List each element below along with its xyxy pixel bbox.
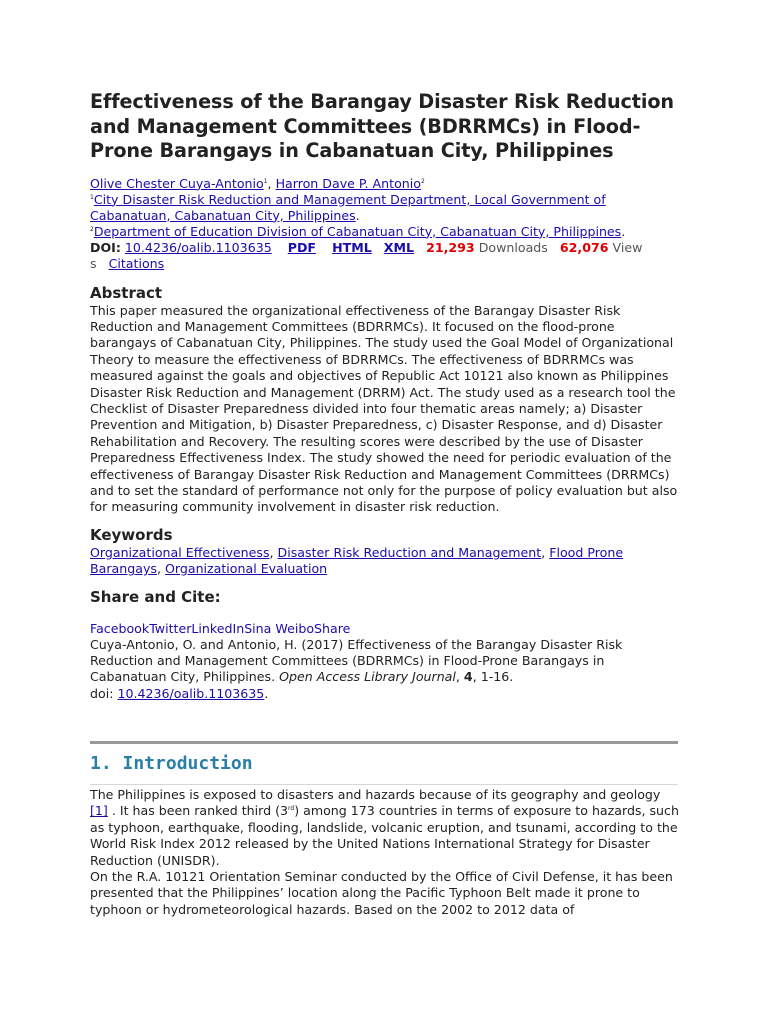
section-divider	[90, 741, 678, 744]
reference-link[interactable]: [1]	[90, 803, 108, 819]
xml-link[interactable]: XML	[383, 239, 415, 255]
doi-link[interactable]: 10.4236/oalib.1103635	[124, 239, 272, 255]
doi-label: DOI:	[90, 239, 121, 255]
pdf-link[interactable]: PDF	[287, 239, 317, 255]
twitter-share-link[interactable]: Twitter	[149, 620, 192, 636]
affiliation-1: $^1$City Disaster Risk Reduction and Management Department, Local Government of Cabanatuan, Cabanatuan City, Philippines.	[90, 191, 606, 223]
introduction-heading: 1. Introduction	[90, 753, 253, 774]
citation-doi-link[interactable]: 10.4236/oalib.1103635	[117, 685, 265, 701]
html-link[interactable]: HTML	[332, 239, 372, 255]
citation-journal: Open Access Library Journal	[279, 669, 456, 685]
author-link[interactable]: Harron Dave P. Antonio	[275, 175, 421, 191]
introduction-body	[90, 787, 680, 918]
author-sup: 2	[420, 177, 425, 185]
keywords-heading: Keywords	[90, 525, 173, 544]
linkedin-share-link[interactable]: LinkedIn	[191, 620, 245, 636]
citation-volume: 4	[463, 669, 473, 685]
downloads-label: Downloads	[478, 239, 548, 255]
keyword-link[interactable]: Flood Prone Barangays	[90, 544, 624, 577]
citation-text: Cuya-Antonio, O. and Antonio, H. (2017) Effectiveness of the Barangay Disaster Risk Reduction and Management Committees (BDRRMCs) in Flood-Prone Barangays in Cabanatuan City, Philippines.	[90, 636, 623, 685]
introduction-paragraph	[90, 787, 680, 869]
intro-text-segment: . It has been ranked third (3	[107, 803, 289, 819]
article	[90, 90, 680, 702]
citation-pages: , 1-16.	[472, 669, 514, 685]
share-links	[90, 621, 680, 637]
views-label: View	[612, 239, 643, 255]
views-count: 62,076	[559, 239, 609, 255]
intro-text-segment: The Philippines is exposed to disasters and hazards because of its geography and geology	[90, 787, 661, 802]
abstract-text: This paper measured the organizational effectiveness of the Barangay Disaster Risk Reduction and Management Committees (BDRRMCs). It focused on the flood-prone barangays of Cabanatuan City, Philippines. The study used the Goal Model of Organizational Theory to measure the effectiveness of BDRRMCs. The effectiveness of BDRRMCs was measured against the goals and objectives of Republic Act 10121 also known as Philippines Disaster Risk Reduction and Management (DRRM) Act. The study used as a research tool the Checklist of Disaster Preparedness divided into four thematic areas namely; a) Disaster Prevention and Mitigation, b) Disaster Preparedness, c) Disaster Response, and d) Disaster Rehabilitation and Recovery. The resulting scores were described by the use of Disaster Preparedness Effectiveness Index. The study showed the need for periodic evaluation of the effectiveness of Barangay Disaster Risk Reduction and Management Committees (DRRMCs) and to set the standard of performance not only for the purpose of policy evaluation but also for measuring community involvement in disaster risk reduction.	[90, 302, 678, 515]
facebook-share-link[interactable]: Facebook	[90, 620, 150, 636]
keyword-link[interactable]: Organizational Effectiveness	[90, 544, 270, 560]
weibo-share-link[interactable]: Sina Weibo	[244, 620, 315, 636]
heading-underline	[90, 784, 678, 785]
article-meta	[90, 240, 680, 273]
affiliation-link[interactable]: Department of Education Division of Cabanatuan City, Cabanatuan City, Philippines	[93, 223, 622, 239]
author-list: Olive Chester Cuya-Antonio$^1$, Harron Dave P. Antonio$^2$	[90, 175, 425, 191]
keywords-list: Organizational Effectiveness, Disaster Risk Reduction and Management, Flood Prone Barangays, Organizational Evaluation	[90, 544, 624, 577]
author-sup: 1	[263, 177, 268, 185]
intro-text-segment: ) among 173 countries in terms of exposure to hazards, such as typhoon, earthquake, flooding, landslide, volcanic eruption, and tsunami, according to the World Risk Index 2012 released by the United Nations International Strategy for Disaster Reduction (UNISDR).	[90, 803, 679, 868]
affiliation-sup: 2	[90, 225, 94, 233]
downloads-count: 21,293	[426, 239, 475, 255]
article-title: Effectiveness of the Barangay Disaster Risk Reduction and Management Committees (BDRRMCs) in Flood-Prone Barangays in Cabanatuan City, Philippines	[90, 90, 674, 162]
share-heading: Share and Cite:	[90, 587, 221, 606]
ordinal-sup: rd	[288, 805, 295, 813]
views-label-tail: s	[90, 256, 97, 271]
share-link[interactable]: Share	[314, 620, 351, 636]
introduction-paragraph: On the R.A. 10121 Orientation Seminar conducted by the Office of Civil Defense, it has been presented that the Philippines’ location along the Pacific Typhoon Belt made it prone to typhoon or hydrometeorological hazards. Based on the 2002 to 2012 data of	[90, 869, 673, 917]
affiliation-link[interactable]: City Disaster Risk Reduction and Management Department, Local Government of Cabanatuan, Cabanatuan City, Philippines	[90, 191, 606, 223]
keyword-link[interactable]: Disaster Risk Reduction and Management	[277, 544, 542, 560]
citations-link[interactable]: Citations	[108, 256, 165, 271]
author-link[interactable]: Olive Chester Cuya-Antonio	[90, 175, 264, 191]
affiliation-sup: 1	[90, 193, 94, 201]
keyword-link[interactable]: Organizational Evaluation	[164, 561, 328, 577]
abstract-heading: Abstract	[90, 283, 163, 302]
citation-doi-label: doi:	[90, 685, 114, 701]
affiliation-2: $^2$Department of Education Division of Cabanatuan City, Cabanatuan City, Philippines.	[90, 223, 626, 239]
citation: Cuya-Antonio, O. and Antonio, H. (2017) Effectiveness of the Barangay Disaster Risk Reduction and Management Committees (BDRRMCs) in Flood-Prone Barangays in Cabanatuan City, Philippines. Open Access Library Journal, 4, 1-16. doi: 10.4236/oalib.1103635.	[90, 636, 623, 701]
